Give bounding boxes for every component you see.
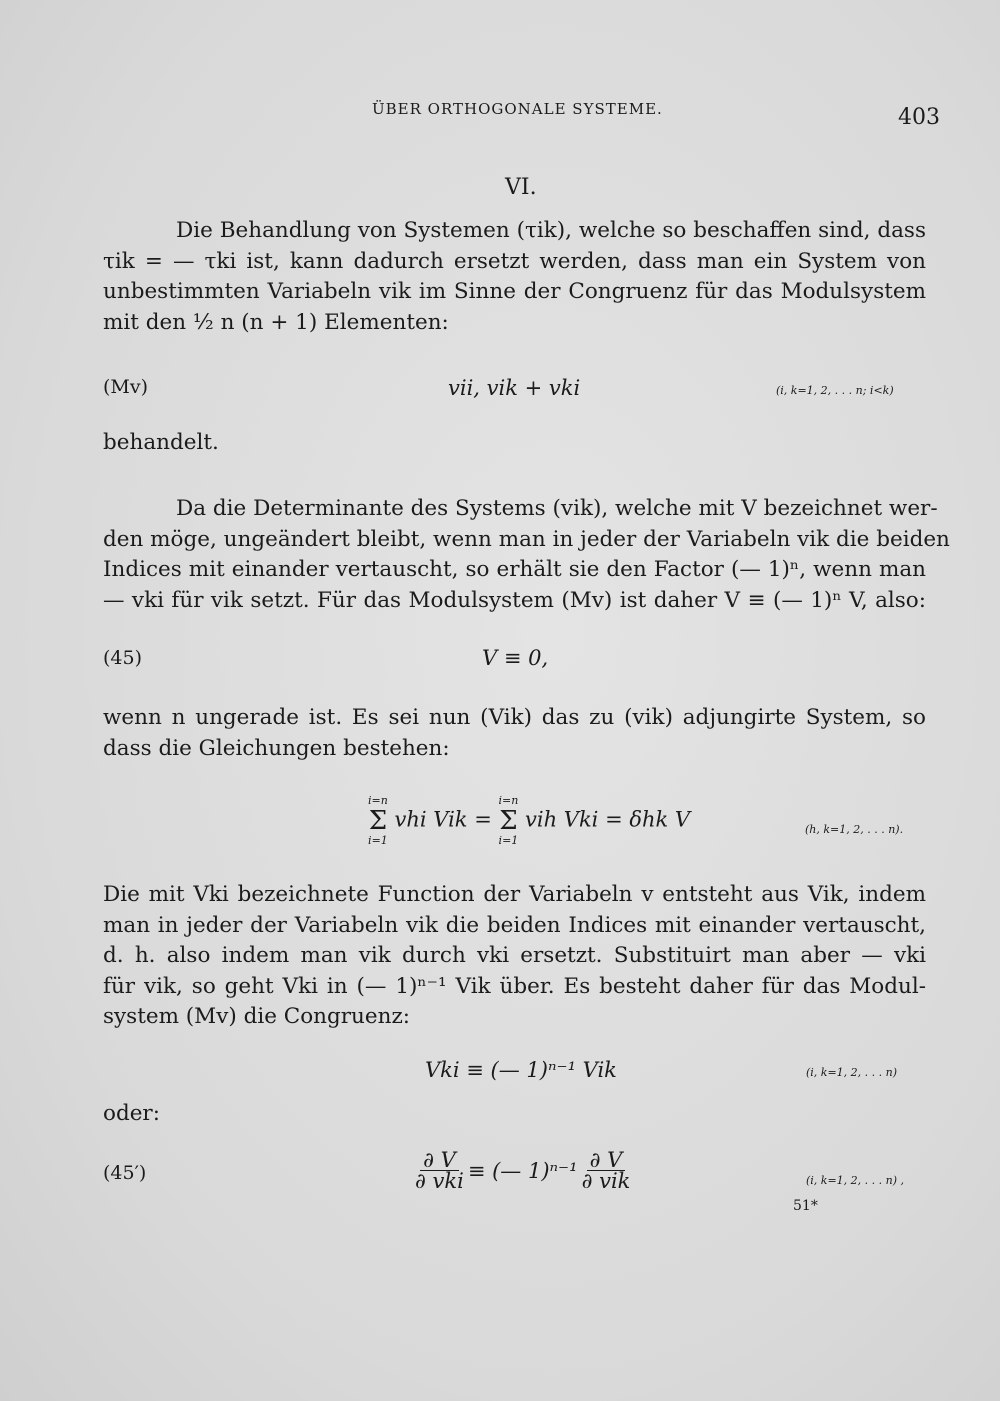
equation-mv: vii, vik + vki [448,376,581,400]
sum-body-b: vih Vki = δhk V [525,807,691,832]
fraction-numerator: ∂ V [420,1150,459,1171]
paragraph-3 [103,494,950,616]
sum-lower-limit: i=1 [498,834,519,847]
paragraph-line: man in jeder der Variabeln vik die beiden Indices mit einander vertauscht, [103,912,926,938]
paragraph-6 [103,1099,926,1130]
paragraph-line: behandelt. [103,430,219,455]
sum-body-a: vhi Vik = [394,807,492,832]
fraction-denominator: ∂ vki [415,1169,464,1193]
paragraph-1 [103,216,926,338]
paragraph-line: unbestimmten Variabeln vik im Sinne der Congruenz für das Modulsystem [103,279,926,304]
paragraph-line: d. h. also indem man vik durch vki ersetzt. Substituirt man aber — vki [103,943,926,968]
equation-middle: ≡ (— 1)ⁿ⁻¹ [467,1158,578,1183]
paragraph-line: τik = — τki ist, kann dadurch ersetzt werden, dass man ein System von [103,248,926,274]
equation-label-45-prime: (45′) [103,1162,147,1184]
paragraph-line: für vik, so geht Vki in (— 1)ⁿ⁻¹ Vik über. Es besteht daher für das Modul- [103,973,926,999]
paragraph-line: Indices mit einander vertauscht, so erhält sie den Factor (— 1)ⁿ, wenn man [103,557,926,582]
paragraph-line: Die mit Vki bezeichnete Function der Variabeln v entsteht aus Vik, indem [103,882,926,907]
equation-congruence: Vki ≡ (— 1)ⁿ⁻¹ Vik [425,1058,617,1082]
paragraph-line: — vki für vik setzt. Für das Modulsystem (Mv) ist daher V ≡ (— 1)ⁿ V, also: [103,587,926,613]
sum-lower-limit: i=1 [368,834,388,847]
sum-upper-limit: i=n [368,794,388,807]
paragraph-line: system (Mv) die Congruenz: [103,1004,411,1029]
fraction-numerator: ∂ V [587,1150,626,1171]
equation-45-prime-condition: (i, k=1, 2, . . . n) , [806,1174,905,1187]
equation-congruence-condition: (i, k=1, 2, . . . n) [806,1066,898,1079]
sum-upper-limit: i=n [498,794,519,807]
paragraph-line: wenn n ungerade ist. Es sei nun (Vik) das zu (vik) adjungirte System, so [103,705,926,730]
paragraph-line: dass die Gleichungen bestehen: [103,735,450,761]
equation-sum-condition: (h, k=1, 2, . . . n). [805,823,904,836]
fraction-right [582,1150,631,1191]
paragraph-line: oder: [103,1101,160,1126]
equation-label-mv: (Mv) [103,376,149,398]
paragraph-line: Da die Determinante des Systems (vik), welche mit V bezeichnet wer- [176,496,938,521]
paragraph-4 [103,703,926,764]
equation-mv-condition: (i, k=1, 2, . . . n; i<k) [776,384,894,397]
equation-sum [368,794,690,848]
equation-label-45: (45) [103,647,143,669]
equation-45: V ≡ 0, [482,646,549,670]
page-number: 403 [898,105,940,130]
fraction-left [415,1150,464,1191]
running-head: ÜBER ORTHOGONALE SYSTEME. [372,100,663,118]
section-title: VI. [505,175,537,200]
paragraph-line: mit den ½ n (n + 1) Elementen: [103,309,449,335]
signature-mark: 51* [793,1198,818,1214]
summation-2: i=n Σ i=1 [498,794,519,847]
summation-1: i=n Σ i=1 [368,794,388,847]
paragraph-line: den möge, ungeändert bleibt, wenn man in jeder der Variabeln vik die beiden [103,526,950,552]
paragraph-5 [103,880,926,1033]
fraction-denominator: ∂ vik [581,1169,631,1193]
paragraph-line: Die Behandlung von Systemen (τik), welche so beschaffen sind, dass [176,218,926,243]
paragraph-2 [103,428,926,459]
equation-45-prime [415,1150,630,1191]
